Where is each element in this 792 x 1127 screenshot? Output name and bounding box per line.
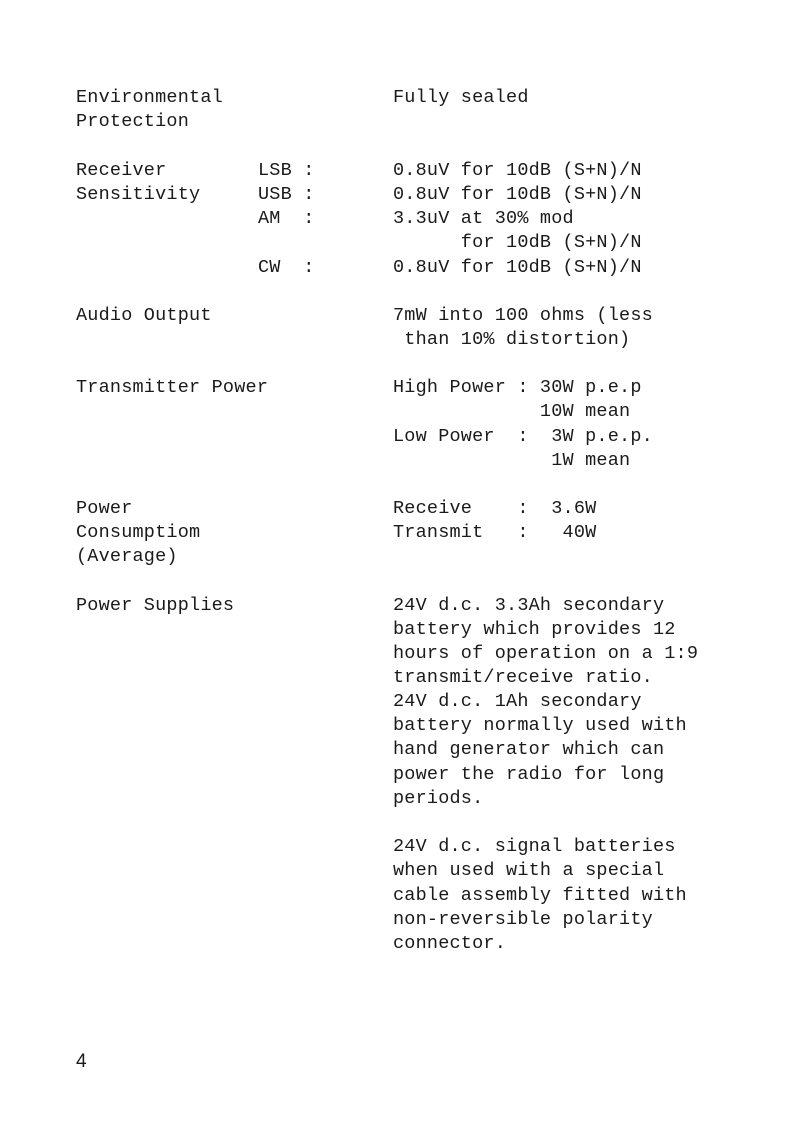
transmitter-line-low: Low Power : 3W p.e.p.: [393, 426, 653, 447]
environmental-value: Fully sealed: [393, 87, 529, 108]
receiver-mode-am: AM :: [258, 208, 315, 229]
audio-value-line1: 7mW into 100 ohms (less: [393, 305, 653, 326]
power-supplies-p2-line: 24V d.c. signal batteries: [393, 836, 676, 857]
power-supplies-p1-line: periods.: [393, 788, 484, 809]
power-supplies-p2-line: cable assembly fitted with: [393, 885, 687, 906]
power-supplies-p2-line: non-reversible polarity: [393, 909, 653, 930]
receiver-label-line1: Receiver: [76, 160, 167, 181]
power-supplies-label: Power Supplies: [76, 595, 235, 616]
power-supplies-p1-line: 24V d.c. 3.3Ah secondary: [393, 595, 665, 616]
receiver-mode-cw: CW :: [258, 257, 315, 278]
receiver-value-am-line1: 3.3uV at 30% mod: [393, 208, 574, 229]
power-consumption-label-line1: Power: [76, 498, 133, 519]
receiver-value-usb: 0.8uV for 10dB (S+N)/N: [393, 184, 642, 205]
transmitter-line-high: High Power : 30W p.e.p: [393, 377, 642, 398]
receiver-mode-usb: USB :: [258, 184, 315, 205]
power-supplies-p1-line: hours of operation on a 1:9: [393, 643, 699, 664]
environmental-label-line1: Environmental: [76, 87, 223, 108]
power-consumption-label-line2: Consumptiom: [76, 522, 201, 543]
power-supplies-p1-line: battery normally used with: [393, 715, 687, 736]
power-supplies-p1-line: power the radio for long: [393, 764, 665, 785]
power-consumption-label-line3: (Average): [76, 546, 178, 567]
power-supplies-p1-line: 24V d.c. 1Ah secondary: [393, 691, 642, 712]
page-number: 4: [76, 1051, 87, 1072]
audio-label: Audio Output: [76, 305, 212, 326]
power-supplies-p1-line: battery which provides 12: [393, 619, 676, 640]
power-supplies-p2-line: connector.: [393, 933, 507, 954]
transmitter-label: Transmitter Power: [76, 377, 269, 398]
audio-value-line2: than 10% distortion): [393, 329, 631, 350]
power-consumption-transmit: Transmit : 40W: [393, 522, 597, 543]
transmitter-line-low-mean: 1W mean: [393, 450, 631, 471]
receiver-value-am-line2: for 10dB (S+N)/N: [393, 232, 642, 253]
power-supplies-p1-line: hand generator which can: [393, 739, 665, 760]
transmitter-line-high-mean: 10W mean: [393, 401, 631, 422]
receiver-mode-lsb: LSB :: [258, 160, 315, 181]
receiver-value-lsb: 0.8uV for 10dB (S+N)/N: [393, 160, 642, 181]
power-supplies-p2-line: when used with a special: [393, 860, 665, 881]
power-consumption-receive: Receive : 3.6W: [393, 498, 597, 519]
receiver-label-line2: Sensitivity: [76, 184, 201, 205]
power-supplies-p1-line: transmit/receive ratio.: [393, 667, 653, 688]
environmental-label-line2: Protection: [76, 111, 190, 132]
receiver-value-cw: 0.8uV for 10dB (S+N)/N: [393, 257, 642, 278]
